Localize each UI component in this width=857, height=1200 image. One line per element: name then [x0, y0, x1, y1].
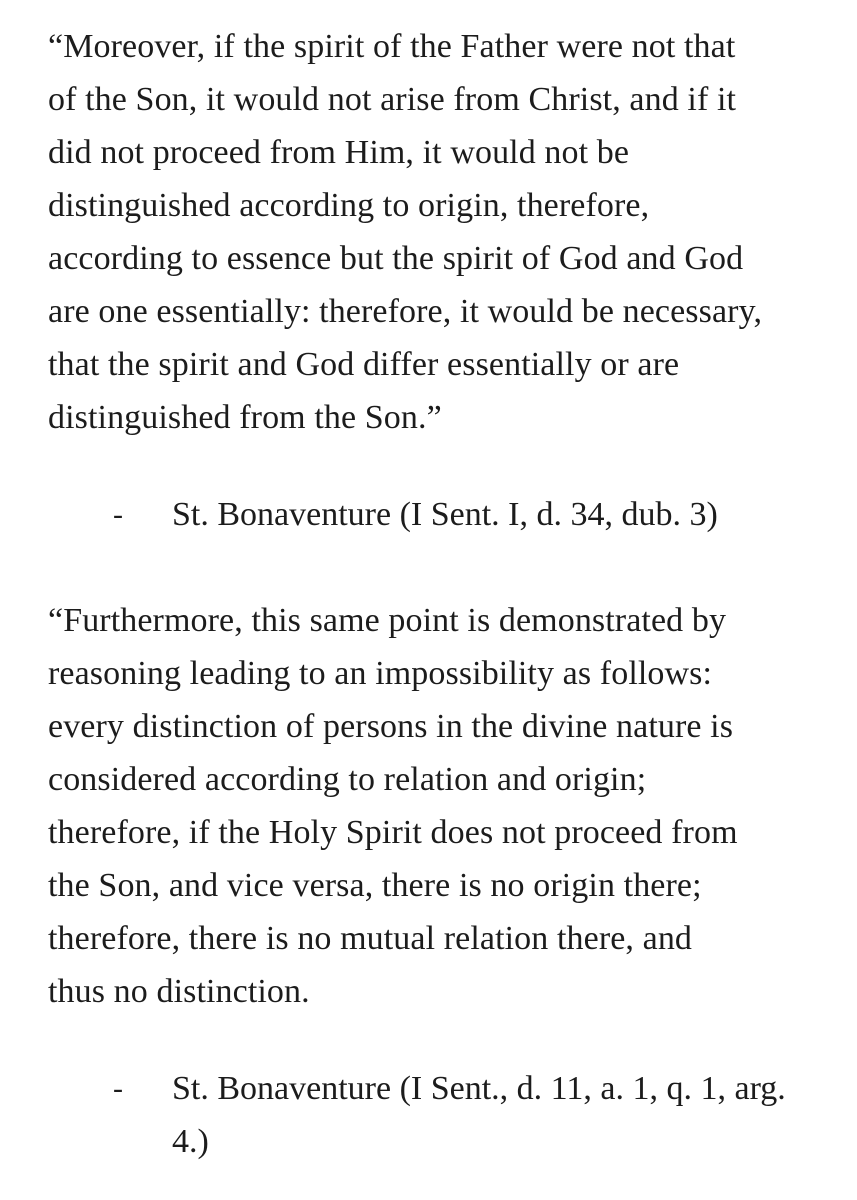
quote-line: every distinction of persons in the divine nature is — [48, 708, 734, 745]
quote-line: therefore, there is no mutual relation there, and — [48, 920, 693, 957]
quote-line: did not proceed from Him, it would not be — [48, 134, 630, 171]
attribution-dash: - — [113, 498, 123, 531]
quote-block — [48, 20, 838, 444]
attribution-line: St. Bonaventure (I Sent., d. 11, a. 1, q. 1, arg. — [172, 1070, 786, 1107]
quote-line: are one essentially: therefore, it would be necessary, — [48, 293, 763, 330]
attribution-dash: - — [113, 1072, 123, 1105]
quote-block — [48, 594, 838, 1018]
quote-line: the Son, and vice versa, there is no origin there; — [48, 867, 702, 904]
quote-line: considered according to relation and origin; — [48, 761, 647, 798]
attribution-line: St. Bonaventure (I Sent. I, d. 34, dub. 3) — [172, 496, 718, 533]
quote-line: of the Son, it would not arise from Christ, and if it — [48, 81, 737, 118]
quote-line: “Moreover, if the spirit of the Father were not that — [48, 28, 736, 65]
quote-line: distinguished from the Son.” — [48, 399, 442, 436]
quote-line: “Furthermore, this same point is demonstrated by — [48, 602, 727, 639]
attribution-text — [172, 1062, 832, 1168]
quote-line: that the spirit and God differ essentially or are — [48, 346, 680, 383]
quote-line: distinguished according to origin, therefore, — [48, 187, 650, 224]
quote-line: therefore, if the Holy Spirit does not proceed from — [48, 814, 738, 851]
quote-line: according to essence but the spirit of God and God — [48, 240, 744, 277]
quote-line: thus no distinction. — [48, 973, 310, 1010]
attribution-text — [172, 488, 832, 541]
quote-line: reasoning leading to an impossibility as follows: — [48, 655, 713, 692]
attribution-line: 4.) — [172, 1123, 209, 1160]
